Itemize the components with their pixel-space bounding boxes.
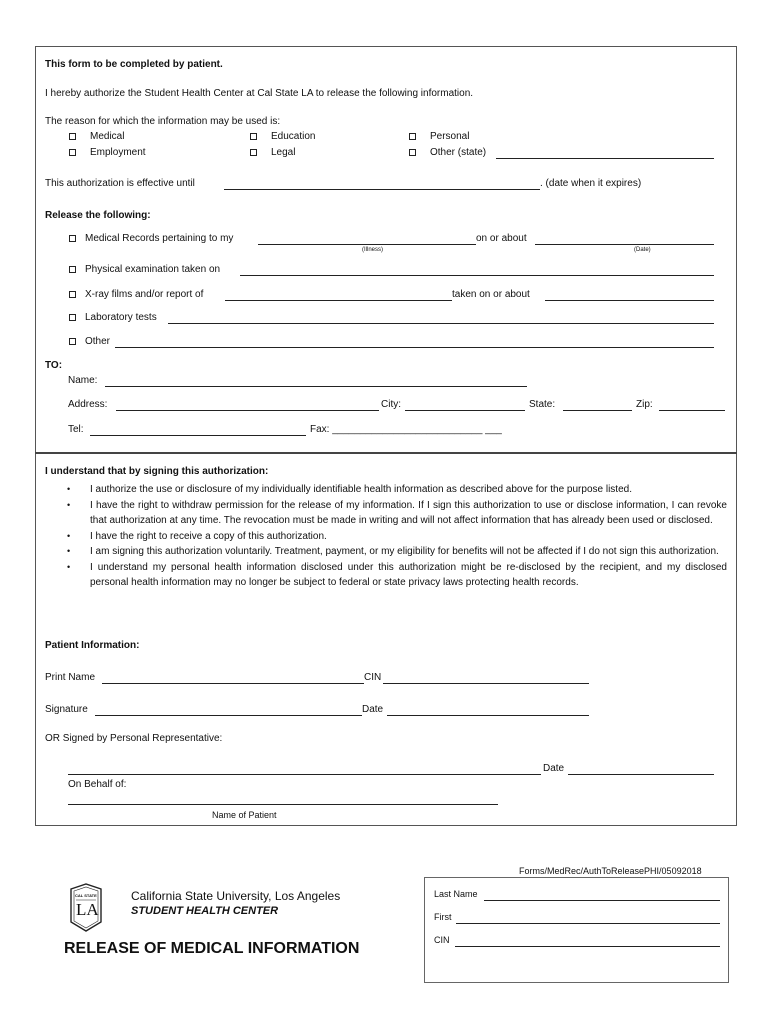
representative-label: OR Signed by Personal Representative: [45, 733, 223, 744]
address-label: Address: [68, 399, 108, 410]
zip-field[interactable] [659, 410, 725, 411]
signature-date-field[interactable] [387, 715, 589, 716]
on-behalf-field[interactable] [68, 804, 498, 805]
personal-label: Personal [430, 131, 470, 142]
effective-suffix: . (date when it expires) [540, 178, 642, 189]
city-field[interactable] [405, 410, 525, 411]
bullet-icon: • [67, 546, 71, 556]
zip-label: Zip: [636, 399, 653, 410]
form-code: Forms/MedRec/AuthToReleasePHI/05092018 [519, 866, 702, 876]
section-divider [35, 452, 737, 454]
on-or-about-label: on or about [476, 233, 527, 244]
bullet-item: • I have the right to withdraw permission for the release of my information. If I sign this authorization to use or disclose information, I can revoke that authorization at any time. The revocation must be made in writing and will not affect information that has already been used or disclosed. [67, 499, 727, 526]
other-state-label: Other (state) [430, 147, 487, 158]
effective-label: This authorization is effective until [45, 178, 195, 189]
reason-text: The reason for which the information may be used is: [45, 116, 281, 127]
other-state-field[interactable] [496, 158, 714, 159]
legal-label: Legal [271, 147, 296, 158]
recipient-name-field[interactable] [105, 386, 527, 387]
rep-date-label: Date [543, 763, 565, 774]
bullet-item: • I authorize the use or disclosure of my individually identifiable health information as described above for the purpose listed. [65, 482, 727, 498]
employment-label: Employment [90, 147, 146, 158]
signature-field[interactable] [95, 715, 362, 716]
legal-checkbox[interactable] [250, 149, 257, 156]
last-name-label: Last Name [434, 889, 478, 899]
physical-date-field[interactable] [240, 275, 714, 276]
lab-field[interactable] [168, 323, 714, 324]
tel-field[interactable] [90, 435, 306, 436]
last-name-field[interactable] [484, 900, 720, 901]
print-name-label: Print Name [45, 672, 96, 683]
footer-cin-label: CIN [434, 935, 450, 945]
state-label: State: [529, 399, 556, 410]
education-checkbox[interactable] [250, 133, 257, 140]
form-title: RELEASE OF MEDICAL INFORMATION [64, 940, 360, 957]
other-checkbox[interactable] [69, 338, 76, 345]
xray-field[interactable] [225, 300, 452, 301]
address-field[interactable] [116, 410, 379, 411]
footer-cin-field[interactable] [455, 946, 720, 947]
bullet-icon: • [67, 499, 71, 510]
release-heading: Release the following: [45, 210, 151, 221]
bullet-item: • I have the right to receive a copy of this authorization. [65, 529, 727, 545]
illness-hint: (Illness) [362, 247, 384, 253]
other-state-checkbox[interactable] [409, 149, 416, 156]
signature-date-label: Date [362, 704, 384, 715]
print-name-field[interactable] [102, 683, 364, 684]
on-behalf-label: On Behalf of: [68, 779, 127, 790]
first-name-field[interactable] [456, 923, 720, 924]
authorize-text: I hereby authorize the Student Health Center at Cal State LA to release the following information. [45, 88, 474, 99]
logo-letters: LA [76, 900, 99, 919]
center-name: STUDENT HEALTH CENTER [131, 905, 279, 917]
xray-checkbox[interactable] [69, 291, 76, 298]
personal-checkbox[interactable] [409, 133, 416, 140]
medical-records-date-field[interactable] [535, 244, 714, 245]
date-hint: (Date) [634, 247, 651, 253]
bullet-item: • I understand my personal health information disclosed under this authorization might be re-disclosed by the recipient, and my disclosed personal health information may no longer be subject to federal or state privacy laws protecting health records. [67, 561, 727, 588]
medical-checkbox[interactable] [69, 133, 76, 140]
medical-records-checkbox[interactable] [69, 235, 76, 242]
understand-bullet-list [65, 482, 727, 591]
state-field[interactable] [563, 410, 632, 411]
bullet-icon: • [67, 484, 71, 494]
patient-heading: Patient Information: [45, 640, 140, 651]
bullet-item: • I am signing this authorization voluntarily. Treatment, payment, or my eligibility for benefits will not be affected if I do not sign this authorization. [65, 544, 727, 560]
bullet-icon: • [67, 561, 71, 572]
medical-label: Medical [90, 131, 125, 142]
name-of-patient-label: Name of Patient [212, 810, 277, 820]
fax-label[interactable]: Fax: ___________________________ ___ [310, 424, 502, 435]
rep-date-field[interactable] [568, 774, 714, 775]
intro-heading: This form to be completed by patient. [45, 59, 223, 70]
other-field[interactable] [115, 347, 714, 348]
employment-checkbox[interactable] [69, 149, 76, 156]
physical-label: Physical examination taken on [85, 264, 221, 275]
xray-date-field[interactable] [545, 300, 714, 301]
form-border [35, 46, 737, 826]
bullet-icon: • [67, 530, 71, 541]
physical-checkbox[interactable] [69, 266, 76, 273]
patient-cin-label: CIN [364, 672, 382, 683]
lab-label: Laboratory tests [85, 312, 157, 323]
logo-top-text: CAL STATE [75, 893, 97, 898]
illness-field[interactable] [258, 244, 476, 245]
taken-on-or-about-label: taken on or about [452, 289, 530, 300]
cal-state-la-logo [68, 882, 104, 934]
medical-records-label: Medical Records pertaining to my [85, 233, 234, 244]
to-heading: TO: [45, 360, 63, 371]
xray-label: X-ray films and/or report of [85, 289, 204, 300]
expiry-date-field[interactable] [224, 189, 540, 190]
understand-heading: I understand that by signing this authorization: [45, 466, 269, 477]
education-label: Education [271, 131, 316, 142]
name-label: Name: [68, 375, 98, 386]
other-label: Other [85, 336, 111, 347]
tel-label: Tel: [68, 424, 84, 435]
signature-label: Signature [45, 704, 88, 715]
city-label: City: [381, 399, 401, 410]
university-name: California State University, Los Angeles [131, 889, 341, 903]
lab-checkbox[interactable] [69, 314, 76, 321]
first-name-label: First [434, 912, 452, 922]
representative-signature-field[interactable] [68, 774, 541, 775]
patient-cin-field[interactable] [383, 683, 589, 684]
